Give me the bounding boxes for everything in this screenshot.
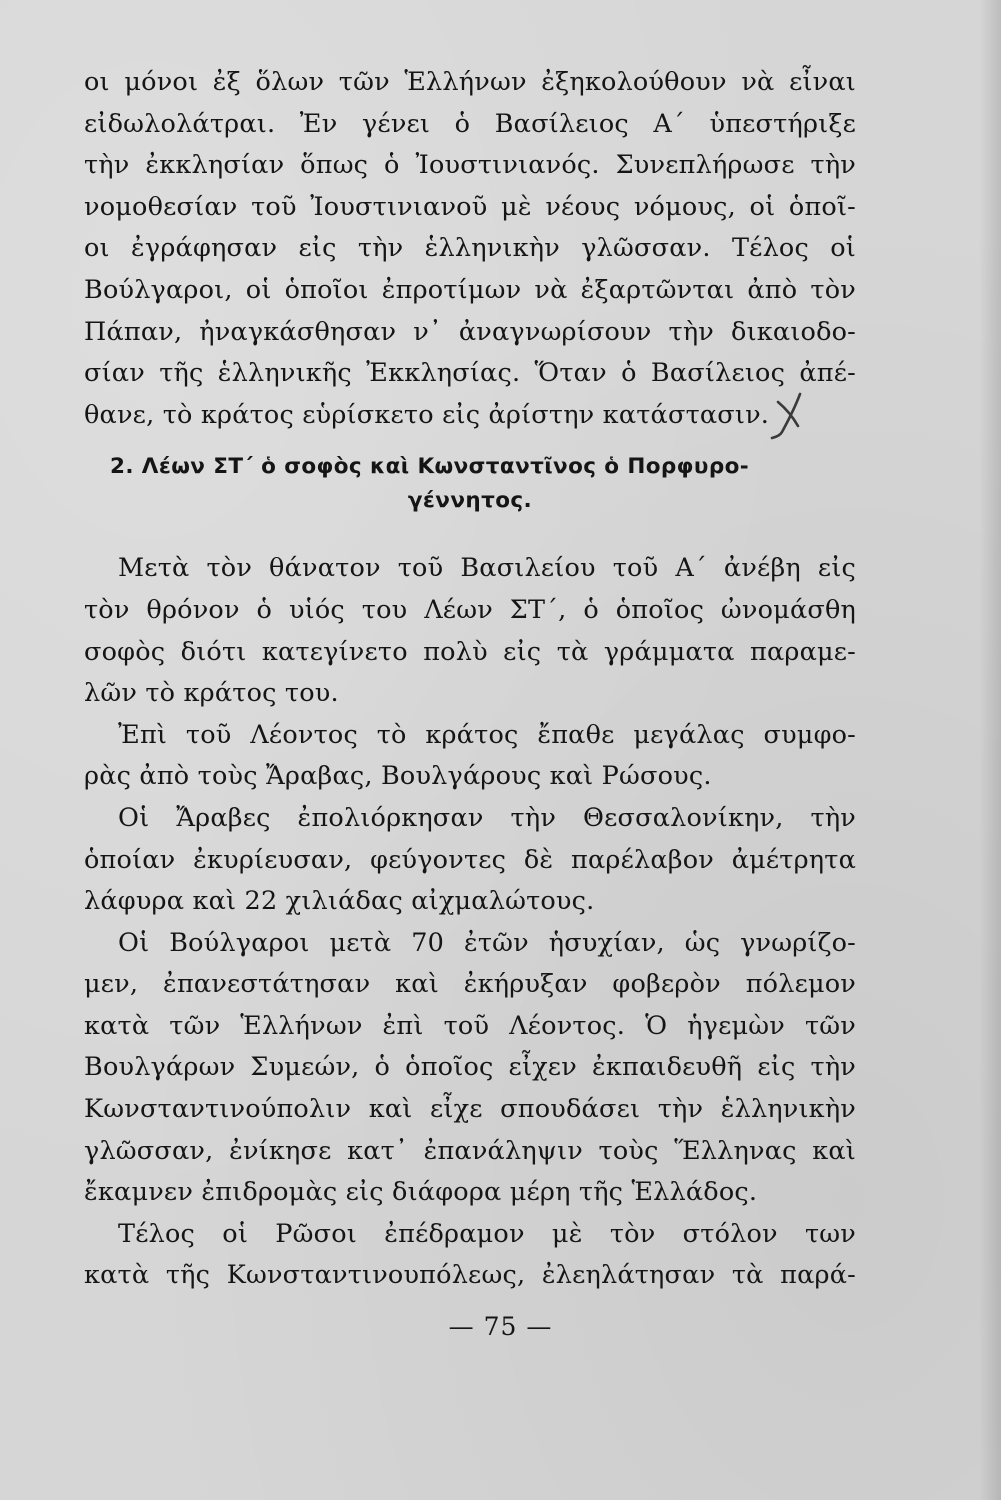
text-line: οι ἐγράφησαν εἰς τὴν ἑλληνικὴν γλῶσσαν. Τέλος οἱ xyxy=(84,233,856,264)
paragraph-6 xyxy=(84,1214,856,1297)
text-line: ὁποίαν ἐκυρίευσαν, φεύγοντες δὲ παρέλαβον ἀμέτρητα xyxy=(84,844,856,875)
section-heading-line: γέννητος. xyxy=(407,488,533,514)
text-line: σοφὸς διότι κατεγίνετο πολὺ εἰς τὰ γράμματα παραμε- xyxy=(84,636,856,667)
section-heading-line: 2. Λέων ΣΤ΄ ὁ σοφὸς καὶ Κωνσταντῖνος ὁ Πορφυρο- xyxy=(110,454,750,480)
text-line: λάφυρα καὶ 22 χιλιάδας αἰχμαλώτους. xyxy=(84,886,595,917)
paragraph-2 xyxy=(84,548,856,714)
text-line: ἔκαμνεν ἐπιδρομὰς εἰς διάφορα μέρη τῆς Ἑλλάδος. xyxy=(84,1177,758,1208)
text-line: Τέλος οἱ Ρῶσοι ἐπέδραμον μὲ τὸν στόλον των xyxy=(118,1218,856,1249)
section-heading xyxy=(84,450,856,518)
text-line: ρὰς ἀπὸ τοὺς Ἄραβας, Βουλγάρους καὶ Ρώσους. xyxy=(84,761,712,792)
text-line: εἰδωλολάτραι. Ἐν γένει ὁ Βασίλειος Α΄ ὑπεστήριξε xyxy=(84,108,856,139)
text-line: μεν, ἐπανεστάτησαν καὶ ἐκήρυξαν φοβερὸν πόλεμον xyxy=(84,969,856,1000)
text-line: Οἱ Βούλγαροι μετὰ 70 ἐτῶν ἡσυχίαν, ὡς γνωρίζο- xyxy=(118,927,856,958)
text-line: Βούλγαροι, οἱ ὁποῖοι ἐπροτίμων νὰ ἐξαρτῶνται ἀπὸ τὸν xyxy=(84,274,856,305)
text-line: λῶν τὸ κράτος του. xyxy=(84,678,339,709)
text-line: γλῶσσαν, ἐνίκησε κατ᾿ ἐπανάληψιν τοὺς Ἕλληνας καὶ xyxy=(84,1135,856,1166)
text-line: σίαν τῆς ἑλληνικῆς Ἐκκλησίας. Ὅταν ὁ Βασίλειος ἀπέ- xyxy=(84,358,856,389)
text-line: οι μόνοι ἐξ ὅλων τῶν Ἑλλήνων ἐξηκολούθουν νὰ εἶναι xyxy=(84,67,856,97)
text-column xyxy=(84,62,856,1297)
paragraph-5 xyxy=(84,923,856,1214)
text-line: νομοθεσίαν τοῦ Ἰουστινιανοῦ μὲ νέους νόμους, οἱ ὁποῖ- xyxy=(84,191,856,222)
text-line: Ἐπὶ τοῦ Λέοντος τὸ κράτος ἔπαθε μεγάλας συμφο- xyxy=(118,719,856,750)
text-line: Μετὰ τὸν θάνατον τοῦ Βασιλείου τοῦ Α΄ ἀνέβη εἰς xyxy=(118,553,856,584)
text-line: τὸν θρόνον ὁ υἱός του Λέων ΣΤ΄, ὁ ὁποῖος ὠνομάσθη xyxy=(84,594,856,625)
text-line: τὴν ἐκκλησίαν ὅπως ὁ Ἰουστινιανός. Συνεπλήρωσε τὴν xyxy=(84,150,856,181)
text-line: Οἱ Ἄραβες ἐπολιόρκησαν τὴν Θεσσαλονίκην, τὴν xyxy=(118,802,856,833)
text-line: κατὰ τῶν Ἑλλήνων ἐπὶ τοῦ Λέοντος. Ὁ ἡγεμὼν τῶν xyxy=(84,1010,856,1041)
text-line: Βουλγάρων Συμεών, ὁ ὁποῖος εἶχεν ἐκπαιδευθῆ εἰς τὴν xyxy=(84,1052,856,1083)
page-number: — 75 — xyxy=(448,1312,553,1341)
text-line: Πάπαν, ἠναγκάσθησαν ν᾿ ἀναγνωρίσουν τὴν δικαιοδο- xyxy=(84,316,856,347)
handwritten-check-mark-icon xyxy=(760,382,830,442)
text-line: θανε, τὸ κράτος εὑρίσκετο εἰς ἀρίστην κατάστασιν. xyxy=(84,399,770,430)
paragraph-3 xyxy=(84,715,856,798)
paragraph-4 xyxy=(84,798,856,923)
page-edge-shadow xyxy=(979,0,1001,1500)
paragraph-1 xyxy=(84,62,856,436)
text-line: κατὰ τῆς Κωνσταντινουπόλεως, ἐλεηλάτησαν τὰ παρά- xyxy=(84,1260,856,1291)
text-line: Κωνσταντινούπολιν καὶ εἶχε σπουδάσει τὴν ἑλληνικὴν xyxy=(84,1094,856,1125)
